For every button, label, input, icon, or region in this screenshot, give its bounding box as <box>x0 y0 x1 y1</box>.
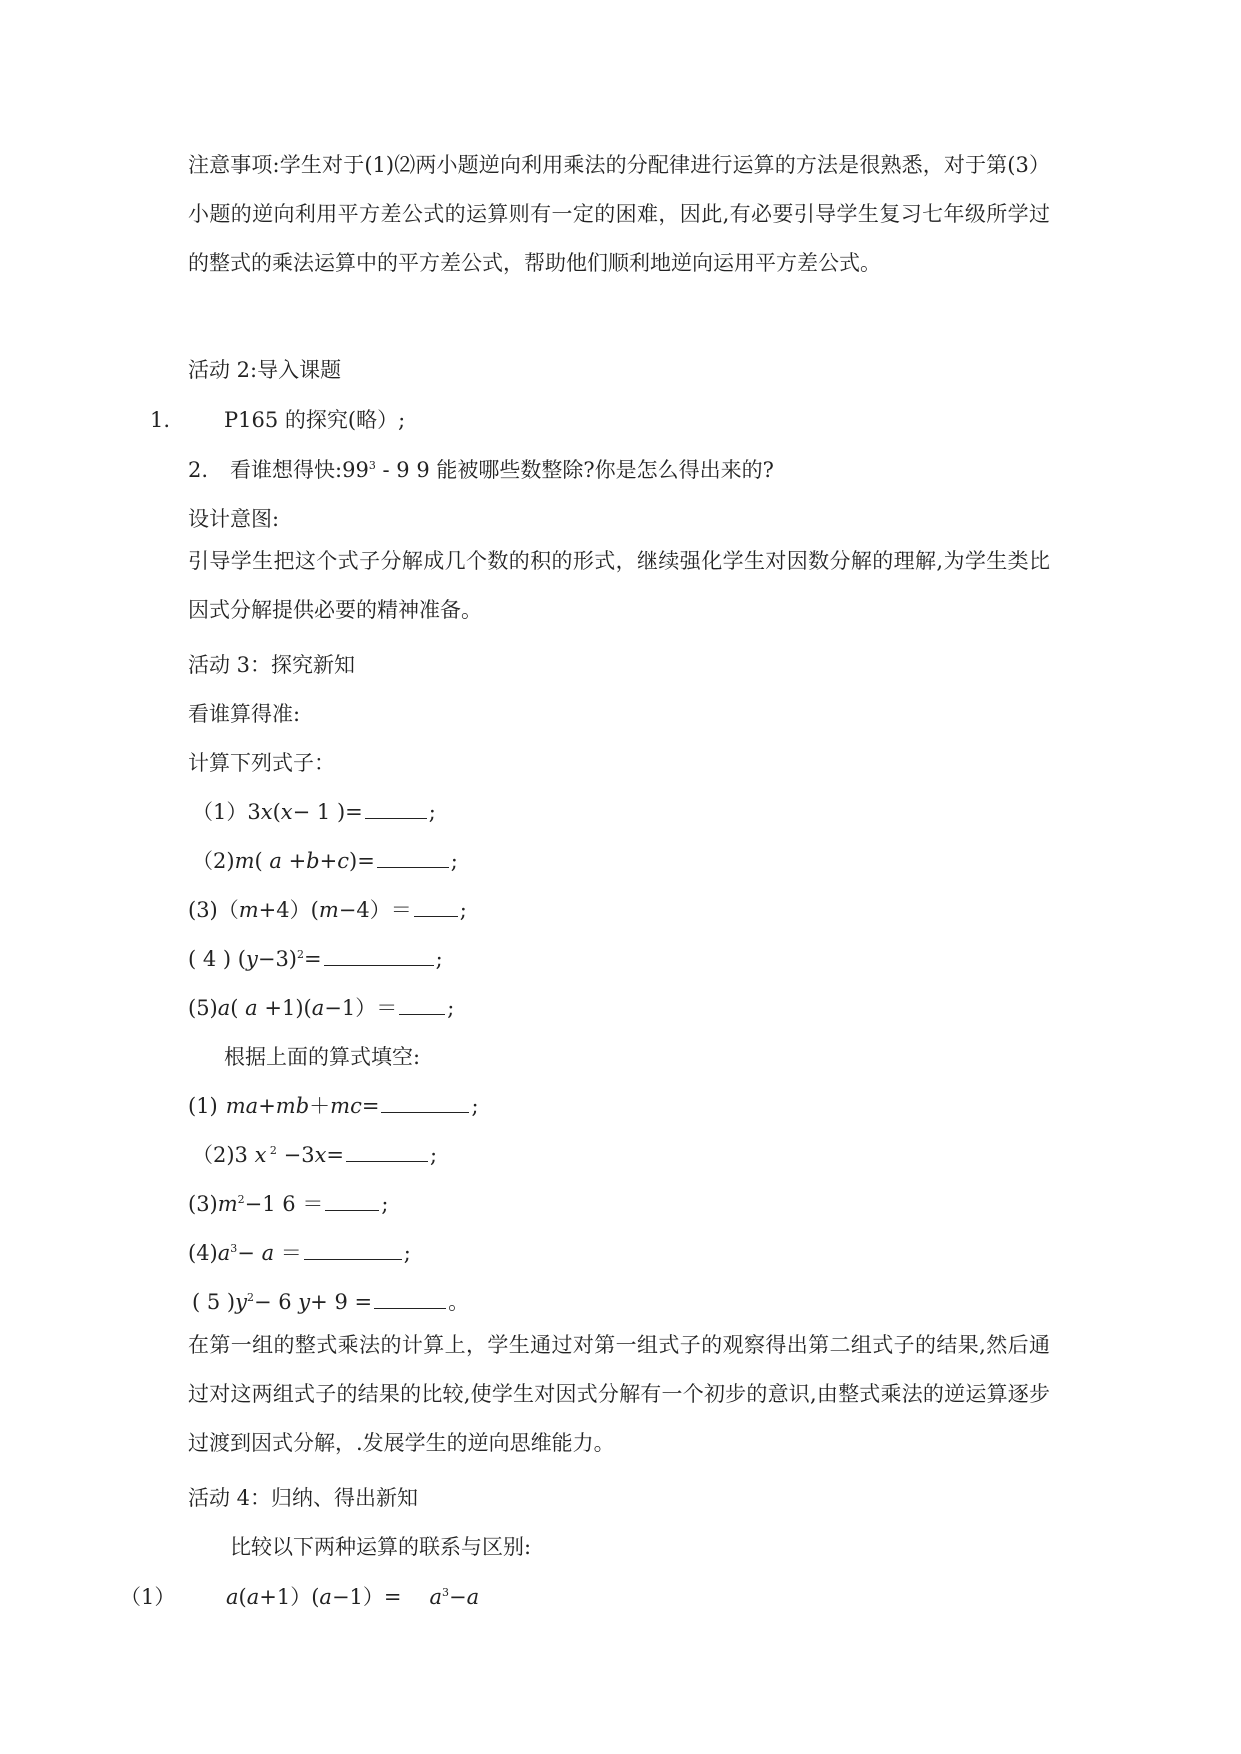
item2-number: 2. <box>188 458 209 482</box>
answer-blank <box>346 1141 428 1162</box>
activity3-title: 活动 3：探究新知 <box>188 653 356 677</box>
answer-blank <box>374 1288 446 1309</box>
item2-prefix: 看谁想得快:99 <box>230 458 369 482</box>
item1-text: P165 的探究(略）; <box>224 408 406 432</box>
compute-label: 计算下列式子： <box>188 751 335 775</box>
fill-expression-2: （2)3 x $^2$ −3x= ; <box>192 1143 438 1167</box>
last-line-expression: $a(a+1)(a-1)= a^3-a$ <box>226 1585 480 1609</box>
summary-paragraph: 在第一组的整式乘法的计算上，学生通过对第一组式子的观察得出第二组式子的结果,然后通过对这两组式子的结果的比较,使学生对因式分解有一个初步的意识,由整式乘法的逆运算逐步过渡到因式分解，.发展学生的逆向思维能力。 <box>188 1333 1050 1455</box>
item2-suffix: - 9 9 能被哪些数整除?你是怎么得出来的? <box>375 458 774 482</box>
activity2-title: 活动 2:导入课题 <box>188 358 342 382</box>
fill-expression-5: ( 5 )$y^2- 6$ y+ 9 = 。 <box>192 1290 470 1314</box>
expression-2: （2)m( a +b+c)= ; <box>192 849 458 873</box>
design-intent-label: 设计意图: <box>188 507 280 531</box>
answer-blank <box>325 1190 379 1211</box>
answer-blank <box>399 994 445 1015</box>
compare-label: 比较以下两种运算的联系与区别: <box>230 1535 532 1559</box>
answer-blank <box>377 847 449 868</box>
expression-4: ( 4 ) $(y-3)^2=$ ; <box>188 947 443 971</box>
last-line-number: （1） <box>120 1585 176 1609</box>
answer-blank <box>381 1092 469 1113</box>
answer-blank <box>304 1239 402 1260</box>
item1-number: 1. <box>150 408 171 432</box>
expression-3: (3)（m+4）(m−4）＝ ; <box>188 898 467 922</box>
fill-label: 根据上面的算式填空: <box>224 1045 421 1069</box>
answer-blank <box>414 896 458 917</box>
fill-expression-3: $(3)m^2-1$ 6 ＝ ; <box>188 1192 389 1216</box>
design-intent-paragraph: 引导学生把这个式子分解成几个数的积的形式，继续强化学生对因数分解的理解,为学生类比因式分解提供必要的精神准备。 <box>188 549 1050 622</box>
answer-blank <box>365 798 427 819</box>
note-paragraph: 注意事项:学生对于(1)⑵两小题逆向利用乘法的分配律进行运算的方法是很熟悉，对于第(3）小题的逆向利用平方差公式的运算则有一定的困难，因此,有必要引导学生复习七年级所学过的整式的乘法运算中的平方差公式，帮助他们顺利地逆向运用平方差公式。 <box>188 153 1050 275</box>
item2-sup: 3 <box>368 459 376 472</box>
expression-5: (5)a( a +1)(a−1）＝ ; <box>188 996 455 1020</box>
item2-line <box>188 456 774 484</box>
fill-expression-1: (1) ma+mb＋mc= ; <box>188 1094 479 1118</box>
expression-1: （1）3x(x− 1 )= ; <box>192 800 436 824</box>
fill-expression-4: $(4)a^3- a$ ＝ ; <box>188 1241 411 1265</box>
activity4-title: 活动 4：归纳、得出新知 <box>188 1486 419 1510</box>
answer-blank <box>324 945 434 966</box>
see-who-label: 看谁算得准: <box>188 702 301 726</box>
